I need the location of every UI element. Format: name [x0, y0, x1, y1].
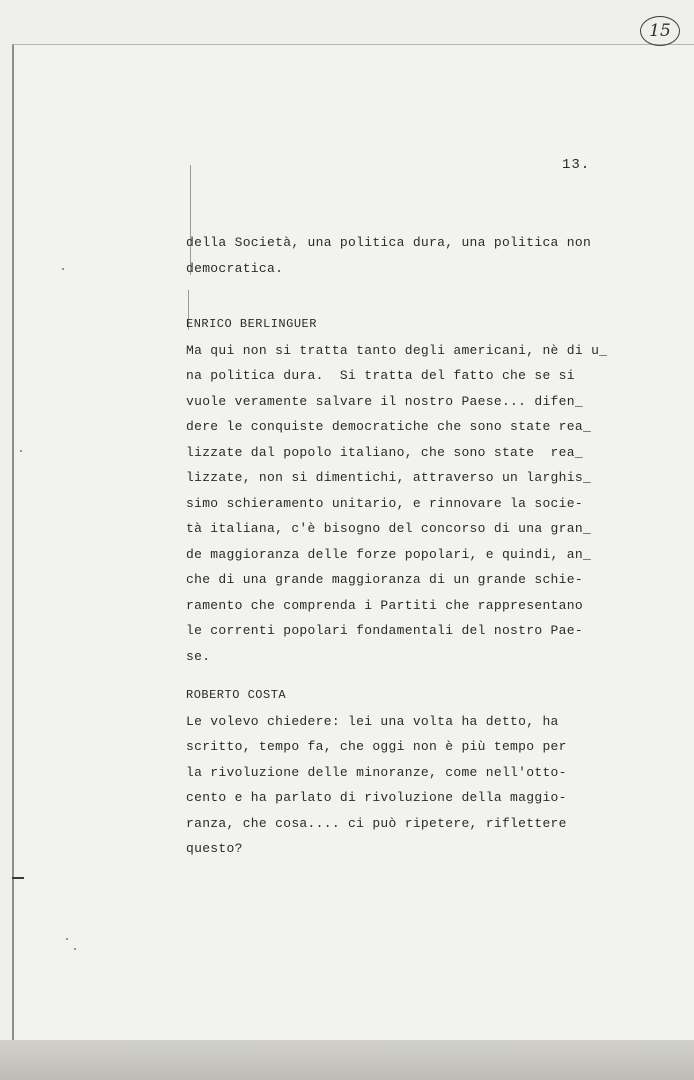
margin-tick-mark [12, 877, 24, 879]
text-line: cento e ha parlato di rivoluzione della maggio- [186, 790, 567, 805]
text-line: lizzate, non si dimentichi, attraverso un larghis_ [186, 470, 592, 485]
text-line: se. [186, 648, 211, 664]
text-line: simo schieramento unitario, e rinnovare la socie- [186, 495, 583, 511]
page-number: 13. [562, 157, 591, 173]
costa-section [186, 683, 616, 862]
scan-speck [66, 938, 68, 940]
scan-speck [20, 450, 22, 452]
circled-page-stamp [640, 16, 680, 46]
speaker-name: ENRICO BERLINGUER [186, 317, 317, 331]
text-line: che di una grande maggioranza di un grande schie- [186, 572, 583, 587]
text-line: democratica. [186, 260, 284, 276]
opening-paragraph [186, 230, 616, 281]
text-line: de maggioranza delle forze popolari, e quindi, an_ [186, 546, 592, 562]
text-line: Le volevo chiedere: lei una volta ha detto, ha [186, 713, 559, 729]
text-line: della Società, una politica dura, una politica non [186, 235, 592, 250]
text-line: ranza, che cosa.... ci può ripetere, riflettere [186, 815, 567, 831]
text-line: na politica dura. Si tratta del fatto che se si [186, 368, 575, 383]
berlinguer-section [186, 312, 616, 669]
text-line: lizzate dal popolo italiano, che sono state rea_ [186, 444, 583, 460]
scan-speck [74, 948, 76, 950]
text-line: le correnti popolari fondamentali del nostro Pae- [186, 623, 583, 638]
text-line: dere le conquiste democratiche che sono state rea_ [186, 419, 592, 434]
speaker-name: ROBERTO COSTA [186, 688, 287, 702]
text-line: Ma qui non si tratta tanto degli americani, nè di u_ [186, 342, 608, 358]
scan-speck [62, 268, 64, 270]
text-line: questo? [186, 841, 243, 856]
text-line: scritto, tempo fa, che oggi non è più tempo per [186, 739, 567, 754]
text-line: la rivoluzione delle minoranze, come nell'otto- [186, 764, 567, 780]
scan-bottom-edge [0, 1040, 694, 1080]
text-line: ramento che comprenda i Partiti che rappresentano [186, 597, 583, 613]
text-line: tà italiana, c'è bisogno del concorso di una gran_ [186, 521, 592, 536]
text-line: vuole veramente salvare il nostro Paese... difen_ [186, 393, 583, 409]
stamp-number: 15 [649, 21, 671, 41]
